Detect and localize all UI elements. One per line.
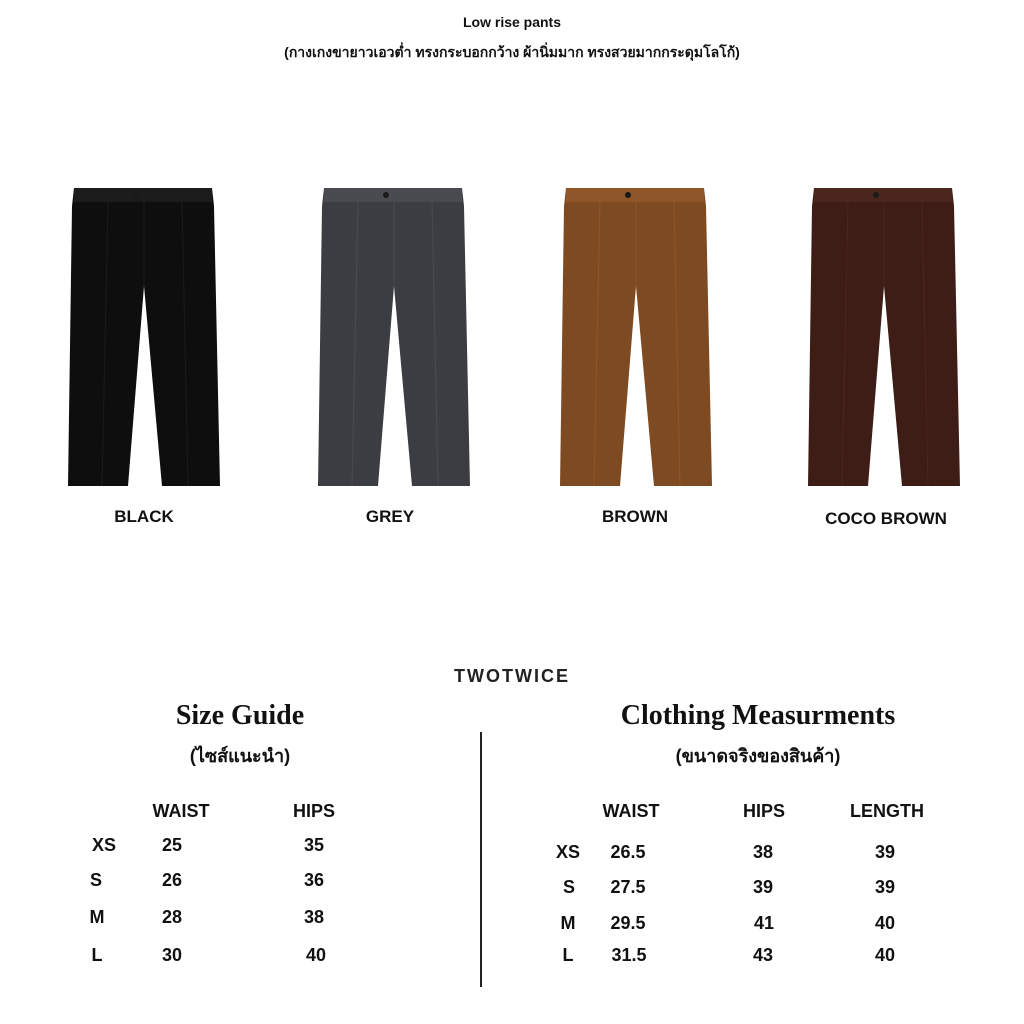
measurements-header-waist: WAIST bbox=[602, 801, 660, 821]
size-guide-size: M bbox=[89, 907, 105, 927]
measurements-size: XS bbox=[555, 842, 580, 862]
pants-image-brown bbox=[558, 186, 714, 488]
size-guide-hips: 35 bbox=[303, 835, 325, 855]
color-label-black: BLACK bbox=[114, 507, 174, 526]
size-guide-waist: 28 bbox=[161, 907, 183, 927]
color-label-grey: GREY bbox=[365, 507, 415, 526]
measurements-header-length: LENGTH bbox=[850, 801, 924, 821]
measurements-header-hips: HIPS bbox=[742, 801, 785, 821]
size-guide-waist: 30 bbox=[161, 945, 183, 965]
page-title: Low rise pants bbox=[462, 14, 562, 30]
measurements-hips: 43 bbox=[752, 945, 774, 965]
measurements-hips: 39 bbox=[752, 877, 774, 897]
pants-image-black bbox=[66, 186, 222, 488]
size-guide-size: XS bbox=[91, 835, 116, 855]
measurements-length: 39 bbox=[874, 877, 896, 897]
size-guide-waist: 25 bbox=[161, 835, 183, 855]
size-guide-header-hips: HIPS bbox=[292, 801, 335, 821]
column-divider bbox=[480, 732, 482, 987]
measurements-waist: 26.5 bbox=[610, 842, 646, 862]
pants-image-coco-brown bbox=[806, 186, 962, 488]
size-guide-size: L bbox=[91, 945, 103, 965]
page-subtitle: (กางเกงขายาวเอวต่ำ ทรงกระบอกกว้าง ผ้านิ่มมาก ทรงสวยมากกระดุมโลโก้) bbox=[284, 44, 740, 60]
measurements-hips: 38 bbox=[752, 842, 774, 862]
size-guide-title: Size Guide bbox=[175, 700, 305, 731]
size-guide-hips: 36 bbox=[303, 870, 325, 890]
size-guide-waist: 26 bbox=[161, 870, 183, 890]
measurements-length: 40 bbox=[874, 913, 896, 933]
measurements-title: Clothing Measurments bbox=[620, 700, 896, 731]
brand-name: TWOTWICE bbox=[454, 666, 570, 686]
measurements-size: M bbox=[560, 913, 576, 933]
size-guide-hips: 40 bbox=[305, 945, 327, 965]
measurements-subtitle: (ขนาดจริงของสินค้า) bbox=[675, 746, 841, 766]
color-label-brown: BROWN bbox=[601, 507, 669, 526]
size-guide-size: S bbox=[89, 870, 102, 890]
pants-image-grey bbox=[316, 186, 472, 488]
measurements-waist: 27.5 bbox=[610, 877, 646, 897]
size-guide-hips: 38 bbox=[303, 907, 325, 927]
size-guide-subtitle: (ไซส์แนะนำ) bbox=[189, 746, 291, 766]
measurements-waist: 31.5 bbox=[611, 945, 647, 965]
measurements-hips: 41 bbox=[753, 913, 775, 933]
measurements-length: 39 bbox=[874, 842, 896, 862]
measurements-size: L bbox=[562, 945, 574, 965]
color-label-coco-brown: COCO BROWN bbox=[825, 509, 947, 528]
measurements-size: S bbox=[562, 877, 575, 897]
measurements-length: 40 bbox=[874, 945, 896, 965]
measurements-waist: 29.5 bbox=[610, 913, 646, 933]
size-guide-header-waist: WAIST bbox=[152, 801, 210, 821]
